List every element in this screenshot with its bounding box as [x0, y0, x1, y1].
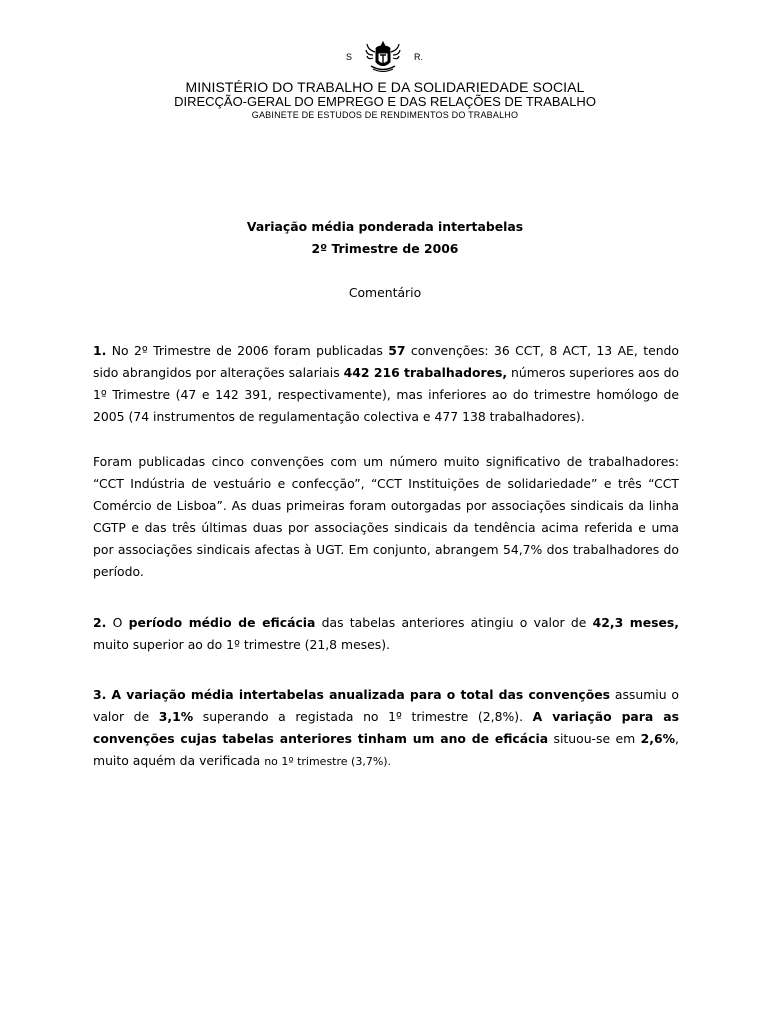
coat-of-arms-icon — [365, 40, 401, 74]
highlight-value: 3,1% — [158, 709, 194, 724]
paragraph-4 — [93, 684, 679, 773]
paragraph-text: assumiu o valor de — [93, 687, 679, 724]
highlight-value: 57 — [388, 343, 406, 358]
seal-letter-left: S — [346, 52, 353, 62]
paragraph-text: , muito aquém da verificada — [93, 731, 679, 768]
section-label: Comentário — [348, 285, 422, 300]
highlight-term: 3. A variação média intertabelas anualizada para o total das convenções — [93, 687, 611, 702]
ministry-heading: MINISTÉRIO DO TRABALHO E DA SOLIDARIEDADE SOCIAL — [185, 79, 585, 95]
paragraph-3 — [93, 612, 679, 656]
document-subtitle: 2º Trimestre de 2006 — [311, 241, 459, 256]
paragraph-text: No 2º Trimestre de 2006 foram publicadas — [106, 343, 389, 358]
highlight-value: 442 216 trabalhadores, — [343, 365, 508, 380]
paragraph-text: convenções: 36 CCT, 8 ACT, 13 AE, tendo sido abrangidos por alterações salariais — [93, 343, 679, 380]
paragraph-text: das tabelas anteriores atingiu o valor de — [315, 615, 593, 630]
highlight-value: 2,6% — [640, 731, 676, 746]
document-title: Variação média ponderada intertabelas — [246, 219, 524, 234]
paragraph-number: 2. — [93, 615, 107, 630]
paragraph-text: no 1º trimestre (3,7%). — [264, 755, 392, 768]
paragraph-text: números superiores aos do 1º Trimestre (47 e 142 391, respectivamente), mas inferiores ao do trimestre homólogo de 2005 (74 instrumentos de regulamentação colectiva e 477 138 trabalhadores). — [93, 365, 680, 424]
paragraph-text: superando a registada no 1º trimestre (2,8%). — [193, 709, 533, 724]
highlight-value: 42,3 meses, — [592, 615, 679, 630]
paragraph-2: Foram publicadas cinco convenções com um número muito significativo de trabalhadores: “CCT Indústria de vestuário e confecção”, “CCT Instituições de solidariedade” e três “CCT Comércio de Lisboa”. As duas primeiras foram outorgadas por associações sindicais da linha CGTP e das três últimas duas por associações sindicais da tendência acima referida e uma por associações sindicais afectas à UGT. Em conjunto, abrangem 54,7% dos trabalhadores do período. — [93, 454, 679, 579]
paragraph-1 — [93, 340, 679, 428]
highlight-term: período médio de eficácia — [128, 615, 316, 630]
paragraph-text: muito superior ao do 1º trimestre (21,8 meses). — [93, 637, 390, 652]
directorate-heading: DIRECÇÃO-GERAL DO EMPREGO E DAS RELAÇÕES DE TRABALHO — [174, 94, 596, 109]
seal-letter-right: R. — [414, 52, 423, 62]
paragraph-number: 1. — [93, 343, 107, 358]
paragraph-text: O — [106, 615, 129, 630]
office-heading: GABINETE DE ESTUDOS DE RENDIMENTOS DO TRABALHO — [251, 110, 519, 120]
paragraph-text: situou-se em — [548, 731, 641, 746]
highlight-term: A variação para as convenções cujas tabelas anteriores tinham um ano de eficácia — [93, 709, 679, 746]
